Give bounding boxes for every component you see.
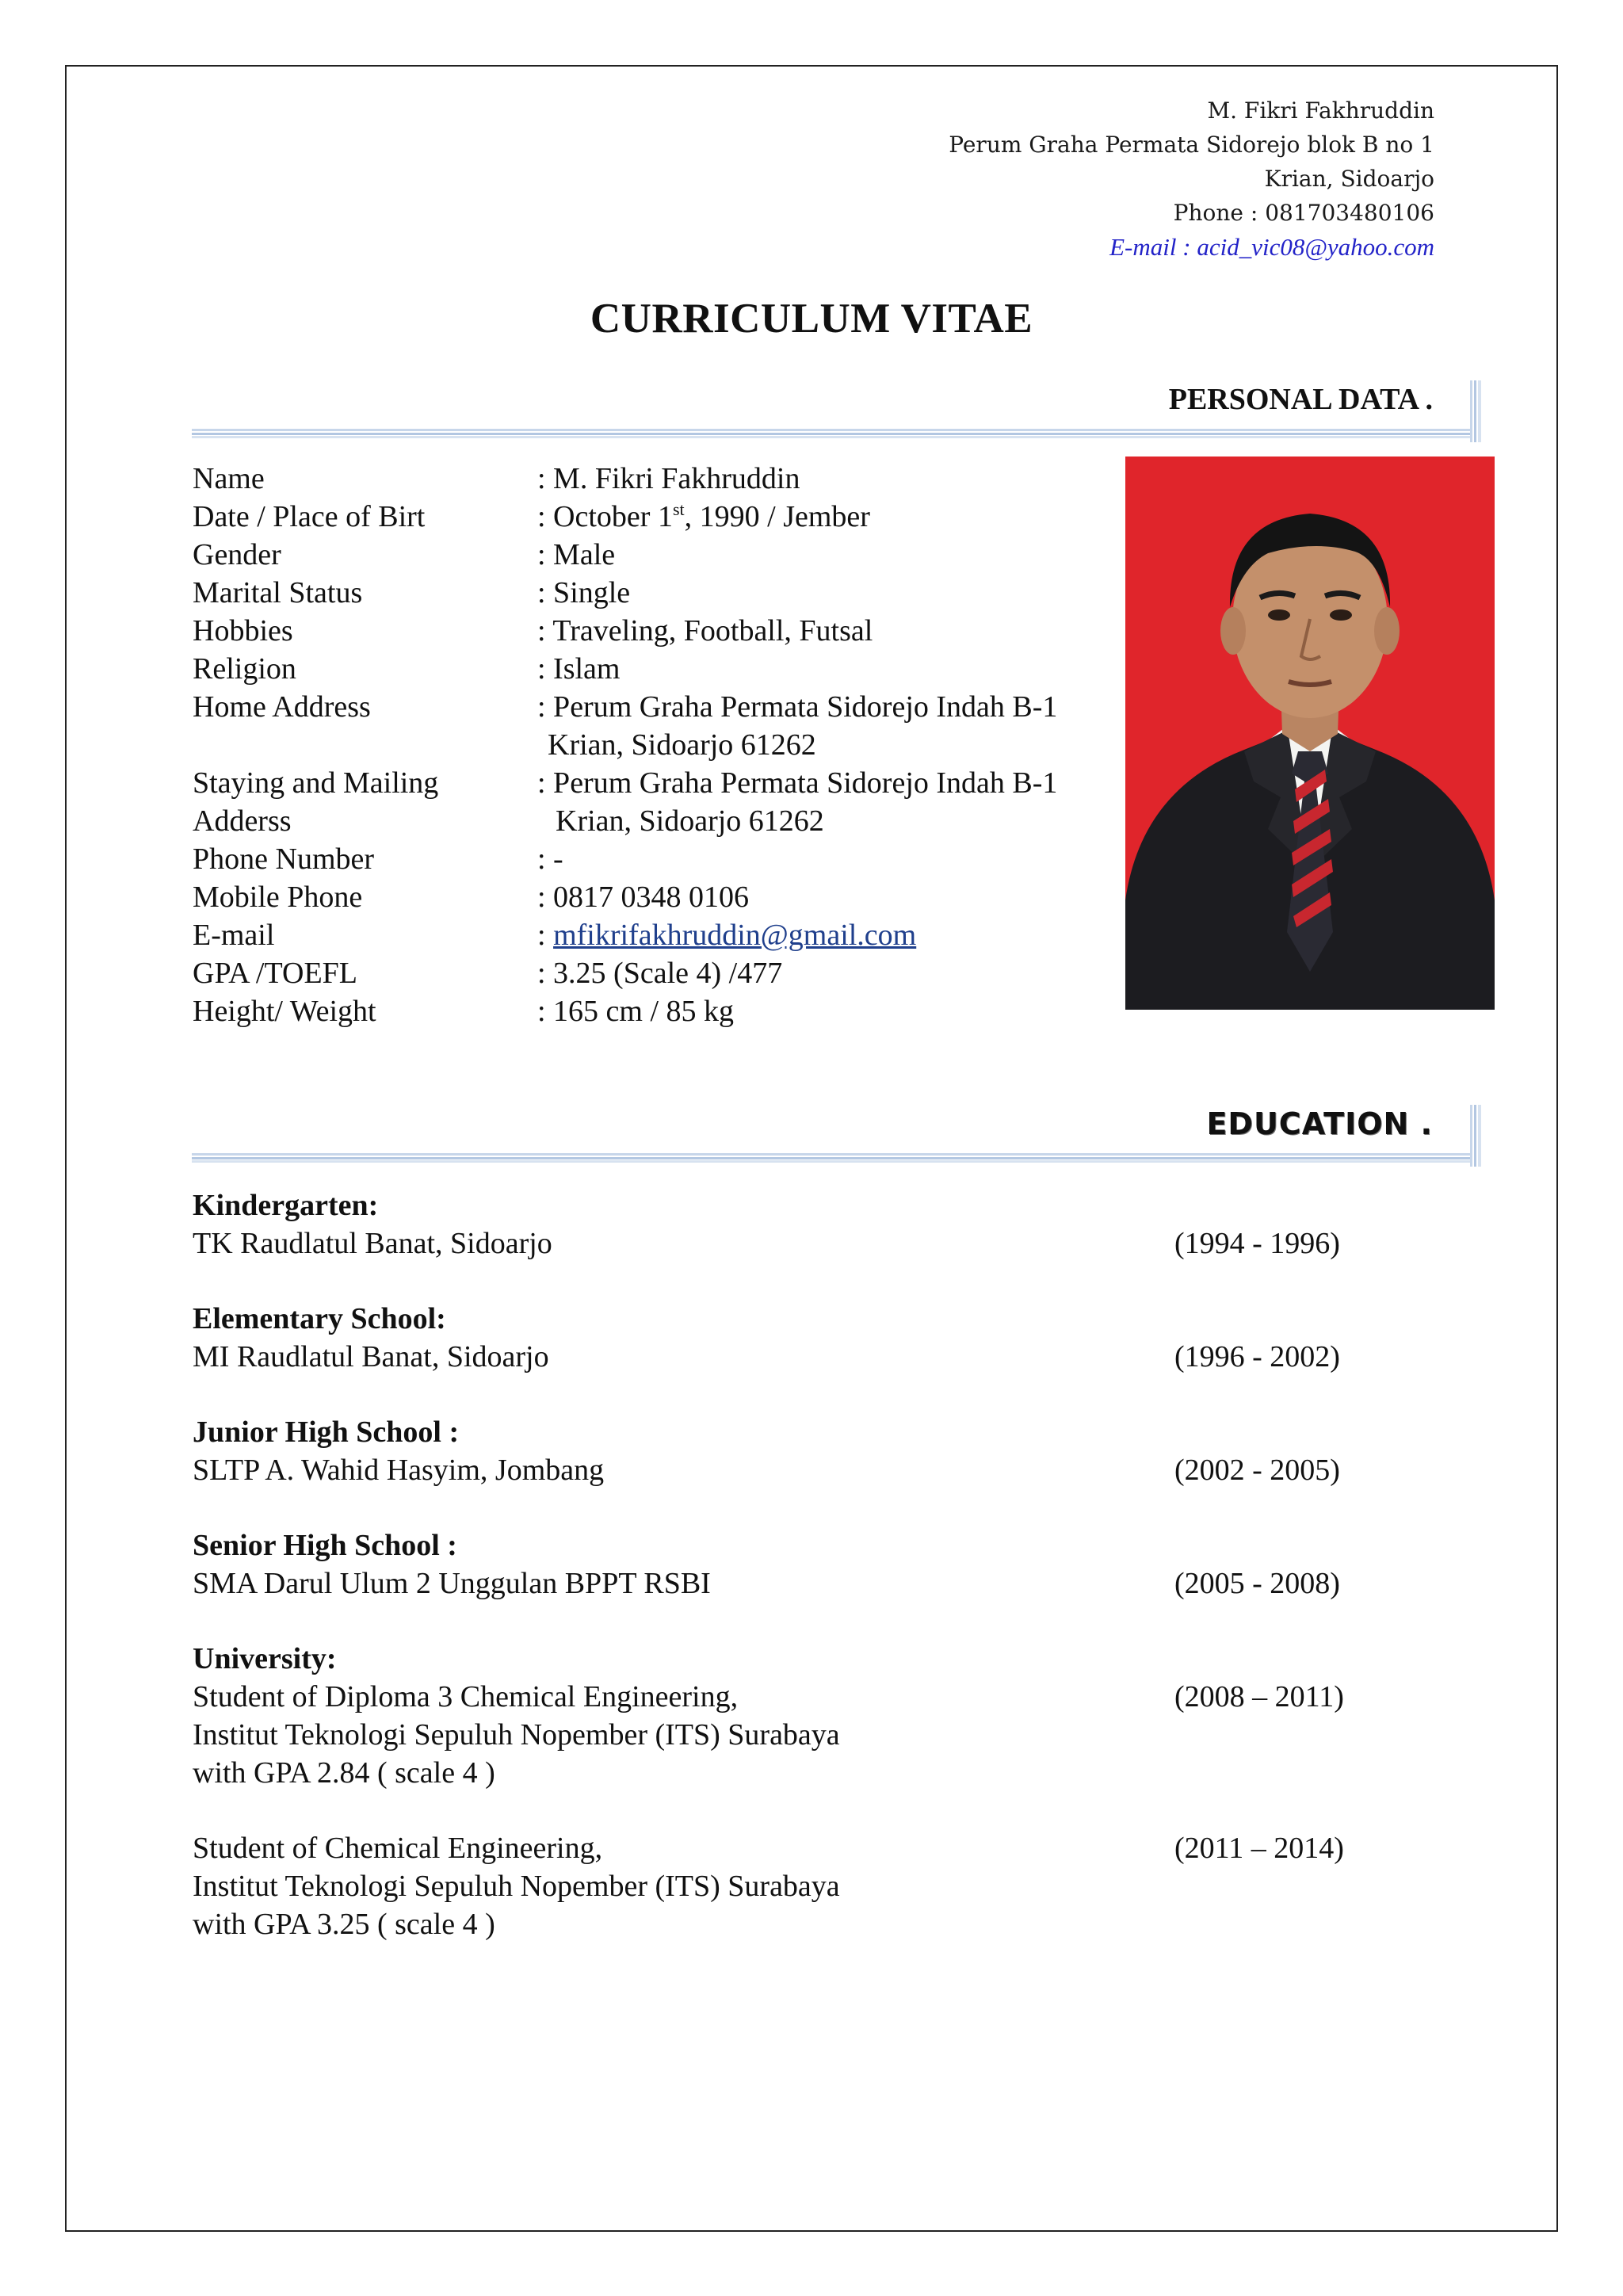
- education-item-title: Kindergarten:: [193, 1189, 379, 1222]
- pd-value: : Male: [537, 538, 616, 571]
- education-heading: EDUCATION .: [1206, 1106, 1433, 1141]
- education-item-line: Student of Diploma 3 Chemical Engineering,: [193, 1680, 739, 1713]
- education-item-junior-high: [193, 1413, 604, 1489]
- pd-label: Phone Number: [193, 842, 375, 876]
- pd-label: Height/ Weight: [193, 995, 376, 1028]
- pd-value: Krian, Sidoarjo 61262: [548, 728, 816, 762]
- personal-data-heading: PERSONAL DATA .: [1168, 383, 1433, 416]
- education-item-line: SMA Darul Ulum 2 Unggulan BPPT RSBI: [193, 1567, 711, 1600]
- pd-value: : Perum Graha Permata Sidorejo Indah B-1: [537, 766, 1058, 800]
- education-item-line: Institut Teknologi Sepuluh Nopember (ITS) Surabaya: [193, 1718, 840, 1752]
- education-item-title: Senior High School :: [193, 1529, 457, 1562]
- pd-value: : Islam: [537, 652, 621, 686]
- pd-label: Name: [193, 462, 265, 495]
- education-item-line: MI Raudlatul Banat, Sidoarjo: [193, 1340, 549, 1373]
- pd-value: : -: [537, 842, 563, 876]
- pd-value: : 165 cm / 85 kg: [537, 995, 735, 1028]
- pd-value: Krian, Sidoarjo 61262: [556, 804, 824, 838]
- education-item-kindergarten: [193, 1186, 552, 1263]
- education-item-years: (1996 - 2002): [1174, 1340, 1340, 1373]
- contact-block: [949, 94, 1434, 264]
- education-item-years: (1994 - 1996): [1174, 1227, 1340, 1260]
- contact-name: M. Fikri Fakhruddin: [1207, 97, 1434, 124]
- pd-label: Marital Status: [193, 576, 363, 609]
- education-item-line: TK Raudlatul Banat, Sidoarjo: [193, 1227, 552, 1260]
- personal-data-rule: [192, 429, 1476, 438]
- pd-label: Adderss: [193, 804, 292, 838]
- education-item-years: (2002 - 2005): [1174, 1454, 1340, 1487]
- document-title: CURRICULUM VITAE: [590, 296, 1033, 342]
- contact-phone: Phone : 081703480106: [1173, 200, 1434, 226]
- profile-photo: [1125, 457, 1495, 1010]
- education-item-title: University:: [193, 1642, 337, 1675]
- education-item-senior-high: [193, 1526, 711, 1603]
- education-item-line: with GPA 3.25 ( scale 4 ): [193, 1908, 495, 1941]
- pd-label: GPA /TOEFL: [193, 957, 358, 990]
- education-item-years: (2008 – 2011): [1174, 1680, 1344, 1713]
- personal-data-rule-vertical: [1470, 380, 1481, 442]
- education-item-line: Student of Chemical Engineering,: [193, 1832, 603, 1865]
- education-item-years: (2011 – 2014): [1174, 1832, 1344, 1865]
- pd-label: Religion: [193, 652, 296, 686]
- pd-value: [537, 498, 870, 536]
- pd-label: Staying and Mailing: [193, 766, 439, 800]
- contact-address: Perum Graha Permata Sidorejo blok B no 1: [949, 132, 1434, 158]
- pd-value: : 3.25 (Scale 4) /477: [537, 957, 783, 990]
- pd-label: Hobbies: [193, 614, 293, 648]
- pd-value: : Traveling, Football, Futsal: [537, 614, 873, 648]
- email-link[interactable]: mfikrifakhruddin@gmail.com: [553, 919, 917, 952]
- pd-value-part: :: [537, 919, 554, 952]
- pd-label: E-mail: [193, 919, 275, 952]
- pd-value: : 0817 0348 0106: [537, 881, 750, 914]
- contact-email[interactable]: E-mail : acid_vic08@yahoo.com: [1109, 233, 1434, 261]
- pd-value: [537, 916, 916, 954]
- education-rule: [192, 1153, 1476, 1163]
- education-item-university-s1: [193, 1829, 840, 1943]
- education-item-title: Elementary School:: [193, 1302, 446, 1335]
- pd-label: Date / Place of Birt: [193, 500, 426, 533]
- education-item-university-d3: [193, 1640, 840, 1792]
- education-item-line: with GPA 2.84 ( scale 4 ): [193, 1756, 495, 1790]
- education-item-elementary: [193, 1300, 549, 1376]
- pd-value-part: : October 1: [537, 500, 673, 533]
- education-item-line: SLTP A. Wahid Hasyim, Jombang: [193, 1454, 605, 1487]
- education-item-years: (2005 - 2008): [1174, 1567, 1340, 1600]
- pd-label: Mobile Phone: [193, 881, 363, 914]
- pd-value: : Single: [537, 576, 631, 609]
- contact-city: Krian, Sidoarjo: [1264, 166, 1434, 192]
- pd-label: Home Address: [193, 690, 371, 724]
- pd-value-part: , 1990 / Jember: [684, 500, 870, 533]
- pd-label: Gender: [193, 538, 281, 571]
- education-rule-vertical: [1470, 1105, 1481, 1167]
- pd-value-sup: st: [672, 499, 685, 519]
- education-item-line: Institut Teknologi Sepuluh Nopember (ITS) Surabaya: [193, 1870, 840, 1903]
- pd-value: : M. Fikri Fakhruddin: [537, 462, 800, 495]
- education-item-title: Junior High School :: [193, 1415, 460, 1449]
- pd-value: : Perum Graha Permata Sidorejo Indah B-1: [537, 690, 1058, 724]
